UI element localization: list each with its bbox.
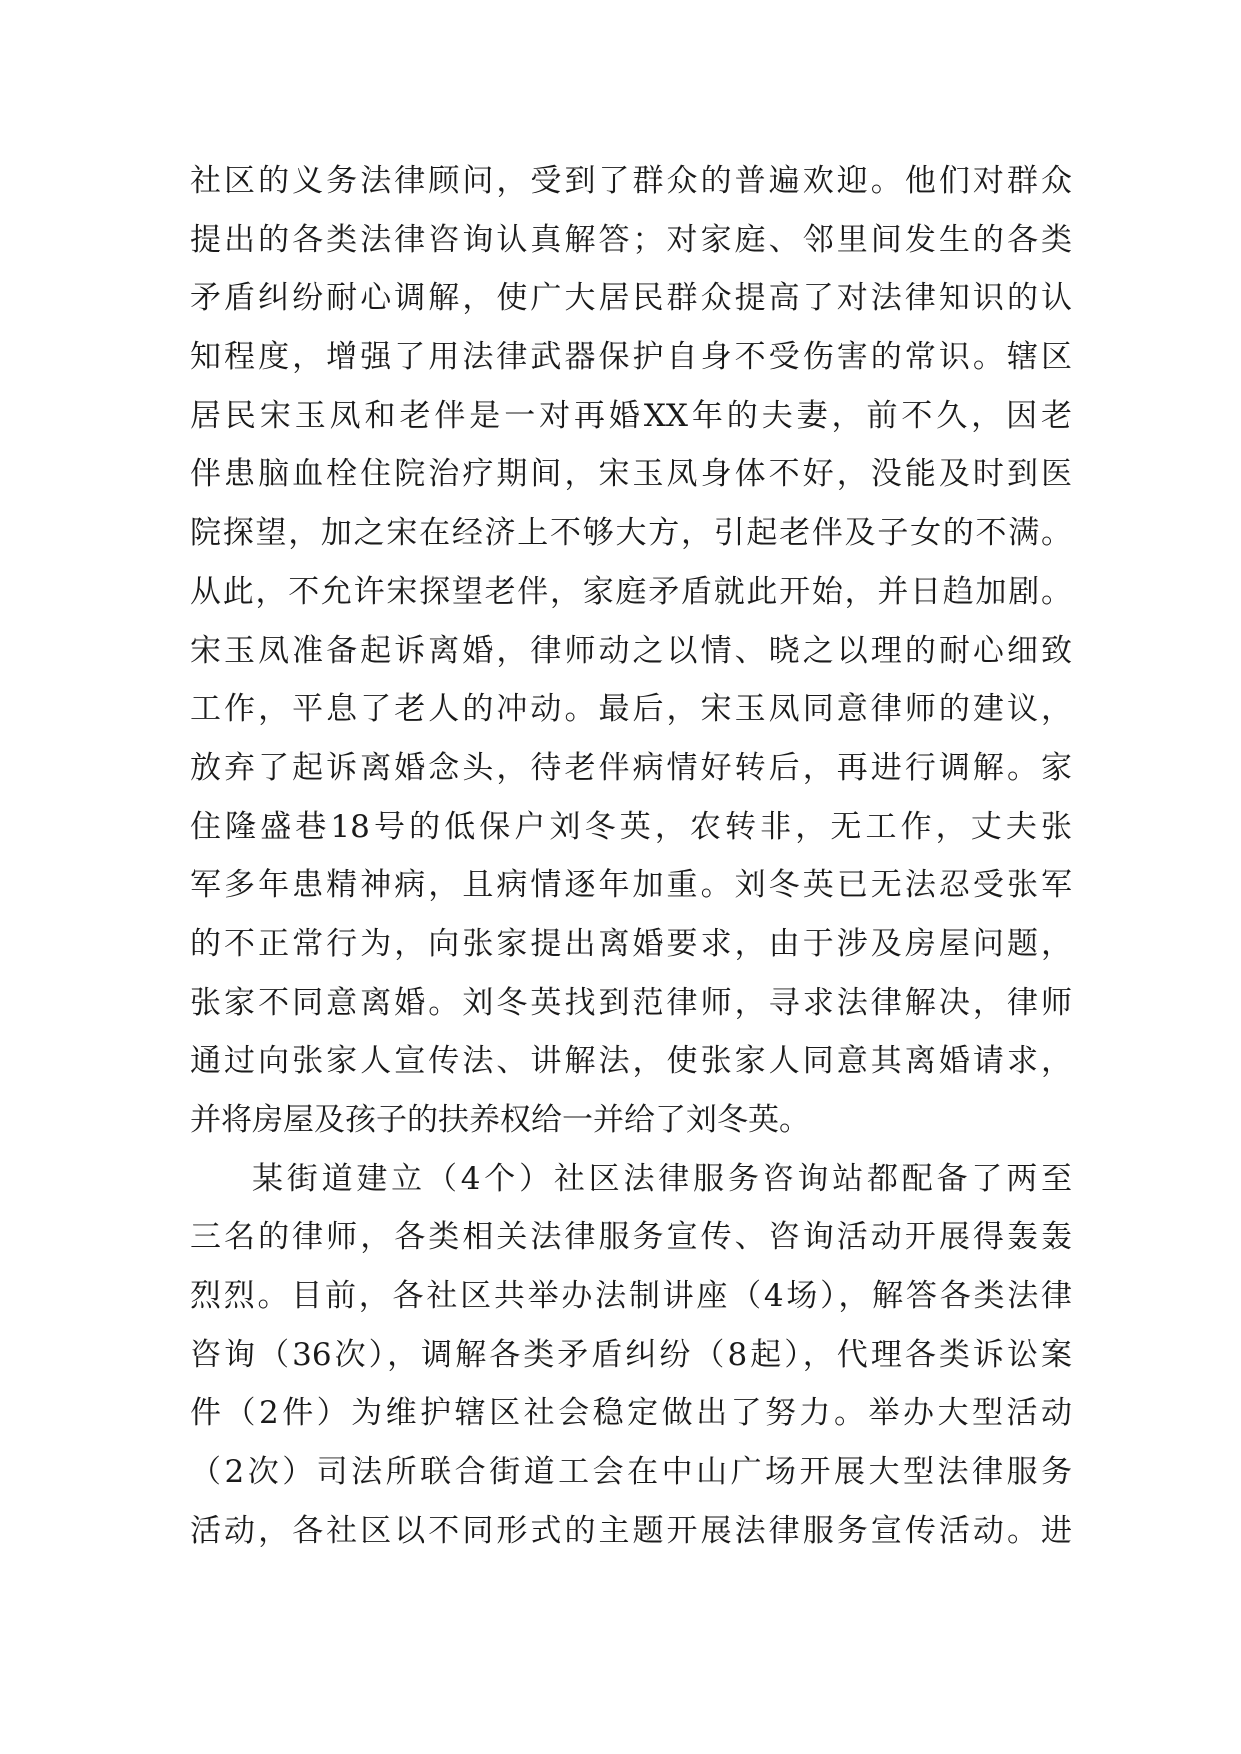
text-line: 知程度，增强了用法律武器保护自身不受伤害的常识。辖区: [190, 339, 1072, 376]
text-line: 某街道建立（4个）社区法律服务咨询站都配备了两至: [252, 1160, 1072, 1197]
text-line: 工作，平息了老人的冲动。最后，宋玉凤同意律师的建议，: [190, 691, 1072, 728]
paragraph-1: [190, 152, 1072, 1150]
text-line: 住隆盛巷18号的低保户刘冬英，农转非，无工作，丈夫张: [190, 808, 1072, 845]
paragraph-2: [190, 1150, 1072, 1561]
document-body: [190, 152, 1072, 1561]
text-line: 的不正常行为，向张家提出离婚要求，由于涉及房屋问题，: [190, 925, 1072, 962]
text-line: 居民宋玉凤和老伴是一对再婚XX年的夫妻，前不久，因老: [190, 397, 1072, 434]
text-line: 咨询（36次），调解各类矛盾纠纷（8起），代理各类诉讼案: [190, 1336, 1072, 1373]
text-line: 社区的义务法律顾问，受到了群众的普遍欢迎。他们对群众: [190, 163, 1072, 199]
text-line: 活动，各社区以不同形式的主题开展法律服务宣传活动。进: [190, 1512, 1072, 1549]
text-line: 从此，不允许宋探望老伴，家庭矛盾就此开始，并日趋加剧。: [190, 573, 1072, 610]
text-line: 院探望，加之宋在经济上不够大方，引起老伴及子女的不满。: [190, 515, 1072, 552]
text-line: （2次）司法所联合街道工会在中山广场开展大型法律服务: [190, 1454, 1072, 1491]
text-line: 张家不同意离婚。刘冬英找到范律师，寻求法律解决，律师: [190, 984, 1072, 1021]
text-line: 提出的各类法律咨询认真解答；对家庭、邻里间发生的各类: [190, 221, 1072, 258]
text-line: 通过向张家人宣传法、讲解法，使张家人同意其离婚请求，: [190, 1043, 1072, 1080]
text-line: 三名的律师，各类相关法律服务宣传、咨询活动开展得轰轰: [190, 1219, 1072, 1256]
text-line: 并将房屋及孩子的扶养权给一并给了刘冬英。: [190, 1102, 810, 1138]
text-line: 矛盾纠纷耐心调解，使广大居民群众提高了对法律知识的认: [190, 280, 1072, 317]
text-line: 军多年患精神病，且病情逐年加重。刘冬英已无法忍受张军: [190, 867, 1072, 904]
text-line: 伴患脑血栓住院治疗期间，宋玉凤身体不好，没能及时到医: [190, 456, 1072, 493]
text-line: 件（2件）为维护辖区社会稳定做出了努力。举办大型活动: [190, 1395, 1072, 1432]
text-line: 放弃了起诉离婚念头，待老伴病情好转后，再进行调解。家: [190, 749, 1072, 786]
text-line: 宋玉凤准备起诉离婚，律师动之以情、晓之以理的耐心细致: [190, 632, 1072, 669]
text-line: 烈烈。目前，各社区共举办法制讲座（4场），解答各类法律: [190, 1278, 1072, 1315]
